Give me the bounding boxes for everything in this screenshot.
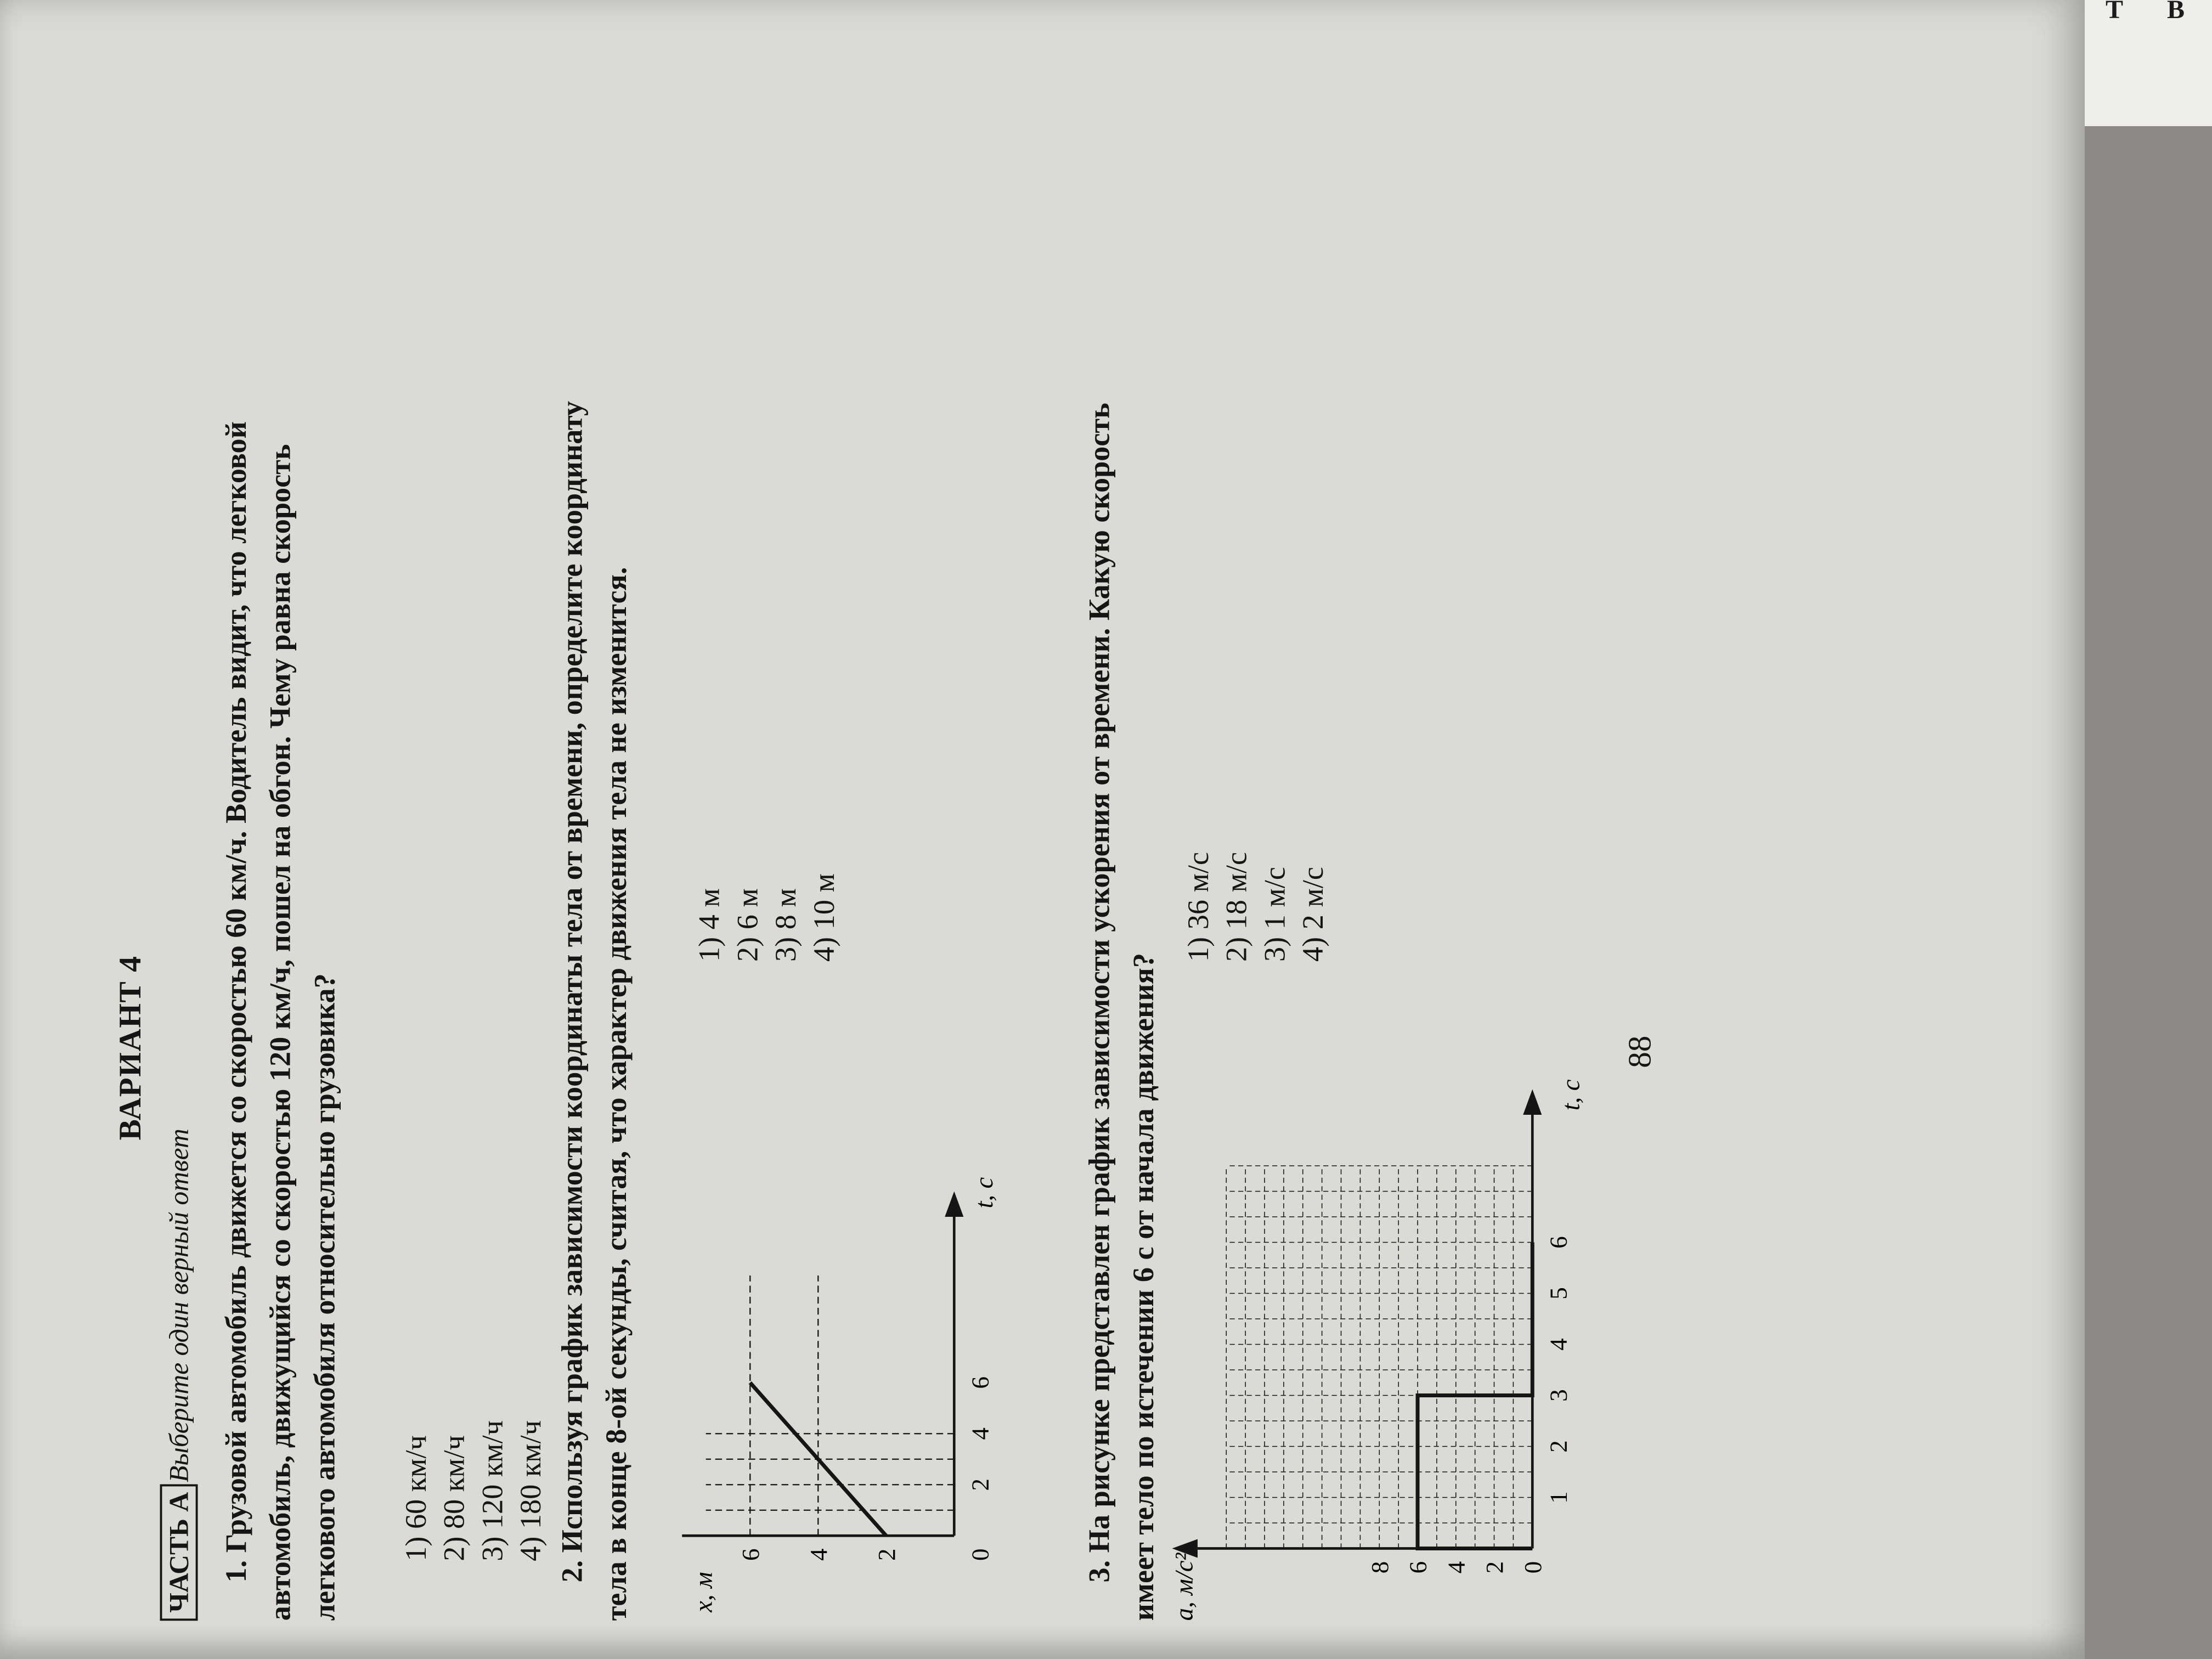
y-tick-label: 4 <box>804 1548 832 1561</box>
y-tick-label: 6 <box>736 1548 764 1561</box>
x-tick-label: 2 <box>1544 1440 1572 1453</box>
acceleration-time-chart <box>1167 983 1596 1621</box>
part-label: ЧАСТЬ А <box>160 1484 198 1621</box>
origin-label: 0 <box>966 1548 994 1561</box>
answer-option: 4) 10 м <box>808 873 841 962</box>
next-page-fragment: Т <box>2106 0 2124 24</box>
answer-option: 2) 6 м <box>731 888 764 962</box>
next-page-edge <box>2085 0 2212 126</box>
page-content <box>74 383 1733 1659</box>
answer-option: 3) 1 м/с <box>1259 867 1291 962</box>
y-axis-label: x, м <box>690 1572 718 1612</box>
x-axis-label: t, с <box>1557 1079 1585 1111</box>
answer-option: 3) 120 км/ч <box>476 1420 509 1561</box>
coordinate-time-chart <box>682 1161 1022 1621</box>
x-tick-label: 5 <box>1544 1287 1572 1300</box>
answer-option: 2) 80 км/ч <box>438 1435 471 1561</box>
x-tick-label: 1 <box>1544 1491 1572 1504</box>
x-tick-label: 4 <box>966 1427 994 1440</box>
x-axis-label: t, с <box>970 1177 998 1209</box>
y-axis-label: a, м/с² <box>1170 1553 1199 1621</box>
question-3 <box>1077 396 1166 1621</box>
y-tick-label: 2 <box>872 1548 900 1561</box>
x-tick-label: 6 <box>966 1376 994 1389</box>
answer-option: 1) 4 м <box>693 888 726 962</box>
y-tick-label: 4 <box>1442 1561 1470 1574</box>
x-tick-label: 2 <box>966 1479 994 1491</box>
y-tick-label: 6 <box>1404 1561 1432 1574</box>
x-tick-label: 3 <box>1544 1389 1572 1402</box>
x-tick-label: 4 <box>1544 1338 1572 1351</box>
question-1 <box>215 396 347 1621</box>
question-2-number: 2. <box>556 1560 589 1583</box>
variant-title: ВАРИАНТ 4 <box>112 955 148 1141</box>
question-1-text: Грузовой автомобиль движется со скоростью 60 км/ч. Водитель видит, что легковой автомобиль, движущийся со скоростью 120 км/ч, пошел на обгон. Чему равна скорость легкового автомобиля относительно грузовика? <box>219 421 341 1621</box>
origin-label: 0 <box>1519 1561 1547 1574</box>
answer-option: 4) 2 м/с <box>1296 867 1330 962</box>
part-instruction: Выберите один верный ответ <box>163 1128 194 1483</box>
question-3-options <box>1180 852 1333 962</box>
x-tick-label: 6 <box>1544 1236 1572 1249</box>
next-page-fragment: В <box>2167 0 2185 24</box>
x-axis-arrow <box>1523 1090 1542 1115</box>
x-axis-arrow <box>945 1192 963 1217</box>
question-2 <box>550 396 639 1621</box>
answer-option: 1) 36 м/с <box>1182 851 1215 962</box>
page-number: 88 <box>1622 1035 1658 1068</box>
y-tick-label: 2 <box>1481 1561 1508 1574</box>
answer-option: 1) 60 км/ч <box>399 1435 433 1561</box>
answer-option: 2) 18 м/с <box>1220 851 1254 962</box>
question-1-options <box>397 1420 550 1561</box>
question-1-number: 1. <box>219 1560 253 1583</box>
question-2-options <box>691 873 844 962</box>
question-3-text: На рисунке представлен график зависимости ускорения от времени. Какую скорость имеет тело по истечении 6 с от начала движения? <box>1083 403 1160 1621</box>
answer-option: 4) 180 км/ч <box>514 1420 548 1561</box>
y-tick-label: 8 <box>1365 1561 1393 1574</box>
part-header <box>163 1128 195 1621</box>
answer-option: 3) 8 м <box>769 888 803 962</box>
question-3-number: 3. <box>1083 1560 1116 1583</box>
question-2-text: Используя график зависимости координаты тела от времени, определите координату тела в конце 8-ой секунды, считая, что характер движения тела не изменится. <box>556 400 633 1621</box>
